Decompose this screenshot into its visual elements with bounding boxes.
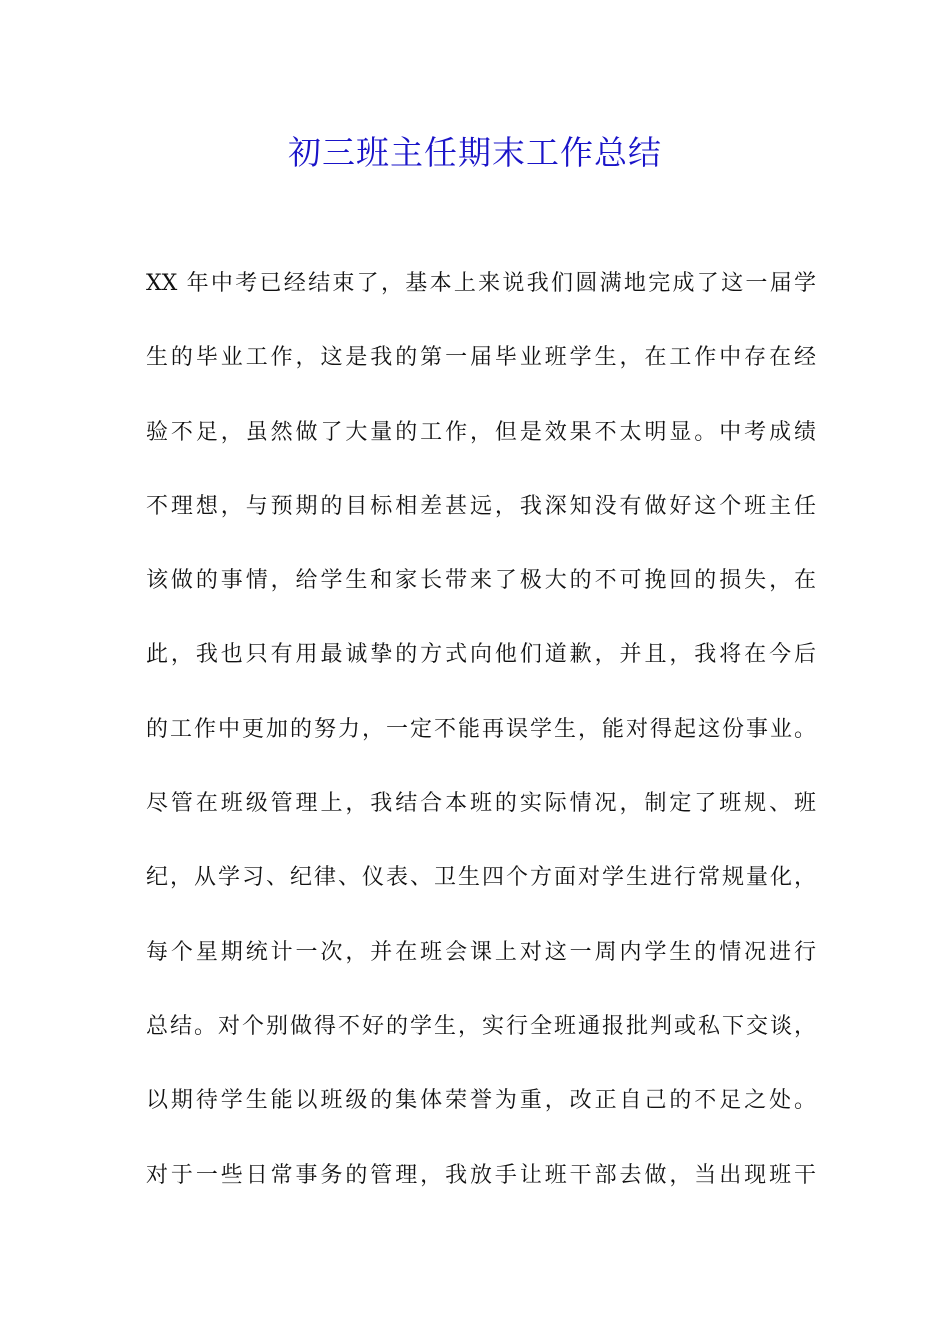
body-line: 尽管在班级管理上，我结合本班的实际情况，制定了班规、班 bbox=[146, 791, 816, 817]
body-line: 总结。对个别做得不好的学生，实行全班通报批判或私下交谈， bbox=[146, 1013, 816, 1039]
body-line: 该做的事情，给学生和家长带来了极大的不可挽回的损失，在 bbox=[146, 568, 816, 594]
body-line: 生的毕业工作，这是我的第一届毕业班学生，在工作中存在经 bbox=[146, 345, 816, 371]
body-line: 每个星期统计一次，并在班会课上对这一周内学生的情况进行 bbox=[146, 939, 816, 965]
body-line: 对于一些日常事务的管理，我放手让班干部去做，当出现班干 bbox=[146, 1162, 816, 1188]
body-line: 验不足，虽然做了大量的工作，但是效果不太明显。中考成绩 bbox=[146, 419, 816, 445]
body-line: 的工作中更加的努力，一定不能再误学生，能对得起这份事业。 bbox=[146, 716, 816, 742]
document-body bbox=[146, 258, 816, 1224]
body-line: 不理想，与预期的目标相差甚远，我深知没有做好这个班主任 bbox=[146, 493, 816, 519]
body-line: 纪，从学习、纪律、仪表、卫生四个方面对学生进行常规量化， bbox=[146, 865, 816, 891]
body-line: 此，我也只有用最诚挚的方式向他们道歉，并且，我将在今后 bbox=[146, 642, 816, 668]
document-title: 初三班主任期末工作总结 bbox=[288, 133, 662, 172]
body-line: XX 年中考已经结束了，基本上来说我们圆满地完成了这一届学 bbox=[146, 271, 816, 296]
body-line: 以期待学生能以班级的集体荣誉为重，改正自己的不足之处。 bbox=[146, 1088, 816, 1114]
